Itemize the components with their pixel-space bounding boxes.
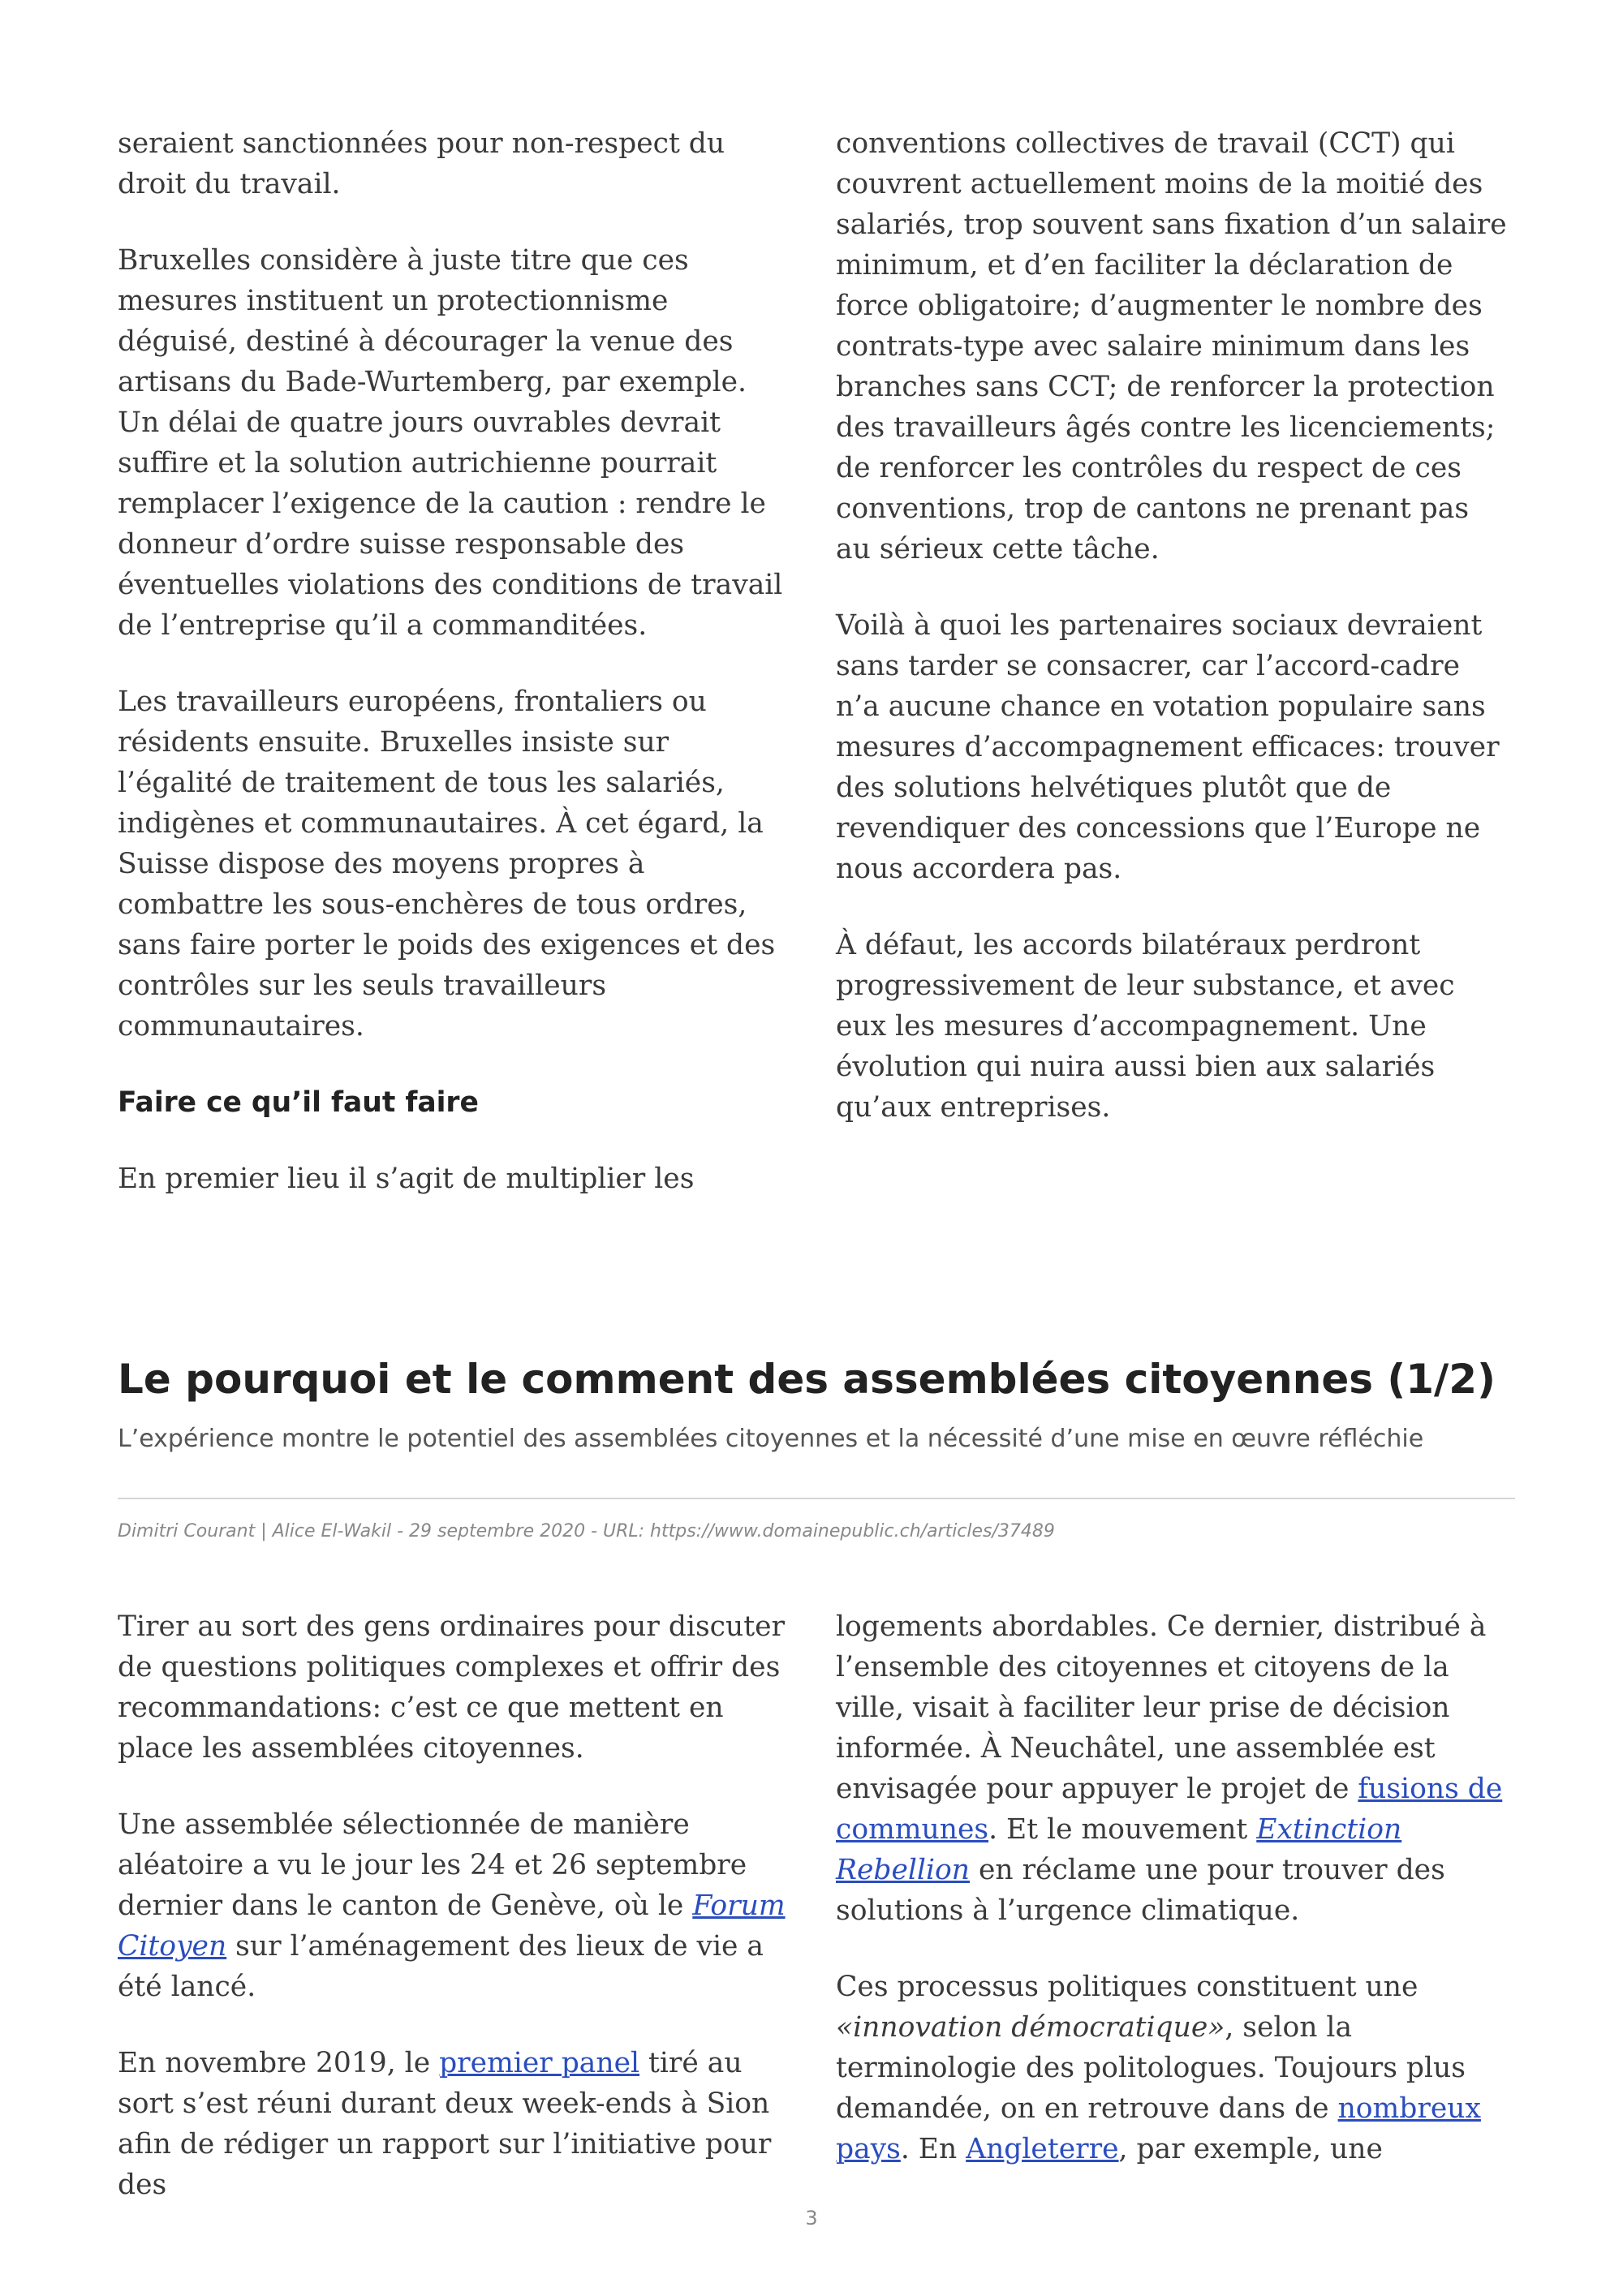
text-span: , par exemple, une bbox=[1118, 2133, 1383, 2165]
paragraph: conventions collectives de travail (CCT) qui couvrent actuellement moins de la moitié des salariés, trop souvent sans fixation d’un salaire minimum, et d’en faciliter la déclaration de force obligatoire; d’augmenter le nombre des contrats-type avec salaire minimum dans les branches sans CCT; de renforcer la protection des travailleurs âgés contre les licenciements; de renforcer les contrôles du respect de ces conventions, trop de cantons ne prenant pas au sérieux cette tâche. bbox=[836, 127, 1507, 565]
article1-column-right bbox=[836, 123, 1509, 1128]
paragraph bbox=[118, 2043, 791, 2205]
paragraph: En premier lieu il s’agit de multiplier les bbox=[118, 1163, 695, 1195]
link-premier-panel[interactable]: premier panel bbox=[439, 2047, 640, 2079]
text-span: sur l’aménagement des lieux de vie a été lancé. bbox=[118, 1930, 764, 2003]
paragraph bbox=[118, 1804, 791, 2007]
article2-column-right bbox=[836, 1606, 1509, 2169]
emphasis: «innovation démocratique» bbox=[836, 2011, 1225, 2044]
paragraph bbox=[836, 1967, 1509, 2169]
link-angleterre[interactable]: Angleterre bbox=[966, 2133, 1119, 2165]
article-subtitle: L’expérience montre le potentiel des assemblées citoyennes et la nécessité d’une mise en œuvre réfléchie bbox=[118, 1425, 1424, 1453]
paragraph: À défaut, les accords bilatéraux perdront progressivement de leur substance, et avec eux les mesures d’accompagnement. Une évolution qui nuira aussi bien aux salariés qu’aux entreprises. bbox=[836, 929, 1455, 1124]
article1-column-left bbox=[118, 123, 791, 1199]
paragraph: Voilà à quoi les partenaires sociaux devraient sans tarder se consacrer, car l’accord-cadre n’a aucune chance en votation populaire sans mesures d’accompagnement efficaces: trouver des solutions helvétiques plutôt que de revendiquer des concessions que l’Europe ne nous accordera pas. bbox=[836, 609, 1500, 885]
text-span: Une assemblée sélectionnée de manière aléatoire a vu le jour les 24 et 26 septembre dernier dans le canton de Genève, où le bbox=[118, 1808, 747, 1922]
divider bbox=[118, 1498, 1515, 1499]
link-forum-citoyen[interactable]: Forum Citoyen bbox=[118, 1890, 786, 1963]
text-span: . Et le mouvement bbox=[988, 1813, 1257, 1846]
link-fusions-de-communes[interactable]: fusions de communes bbox=[836, 1773, 1503, 1846]
article-meta: Dimitri Courant | Alice El-Wakil - 29 septembre 2020 - URL: https://www.domainepublic.ch/articles/37489 bbox=[118, 1521, 1055, 1541]
article-title: Le pourquoi et le comment des assemblées citoyennes (1/2) bbox=[118, 1356, 1496, 1403]
paragraph bbox=[836, 1606, 1509, 1931]
section-heading: Faire ce qu’il faut faire bbox=[118, 1086, 479, 1119]
paragraph: Bruxelles considère à juste titre que ces mesures instituent un protectionnisme déguisé, destiné à décourager la venue des artisans du Bade-Wurtemberg, par exemple. Un délai de quatre jours ouvrables devrait suffire et la solution autrichienne pourrait remplacer l’exigence de la caution : rendre le donneur d’ordre suisse responsable des éventuelles violations des conditions de travail de l’entreprise qu’il a commanditées. bbox=[118, 244, 783, 642]
link-extinction-rebellion[interactable]: Extinction Rebellion bbox=[836, 1813, 1402, 1886]
text-span: . En bbox=[900, 2133, 966, 2165]
paragraph: seraient sanctionnées pour non-respect du droit du travail. bbox=[118, 127, 725, 200]
text-span: , selon la terminologie des politologues. Toujours plus demandée, on en retrouve dans de bbox=[836, 2011, 1466, 2125]
paragraph: Les travailleurs européens, frontaliers ou résidents ensuite. Bruxelles insiste sur l’égalité de traitement de tous les salariés, indigènes et communautaires. À cet égard, la Suisse dispose des moyens propres à combattre les sous-enchères de tous ordres, sans faire porter le poids des exigences et des contrôles sur les seuls travailleurs communautaires. bbox=[118, 686, 776, 1043]
text-span: Ces processus politiques constituent une bbox=[836, 1971, 1419, 2003]
text-span: logements abordables. Ce dernier, distribué à l’ensemble des citoyennes et citoyens de la ville, visait à faciliter leur prise de décision informée. À Neuchâtel, une assemblée est envisagée pour appuyer le projet de bbox=[836, 1610, 1487, 1805]
paragraph: Tirer au sort des gens ordinaires pour discuter de questions politiques complexes et offrir des recommandations: c’est ce que mettent en place les assemblées citoyennes. bbox=[118, 1610, 785, 1765]
article2-column-left bbox=[118, 1606, 791, 2205]
text-span: En novembre 2019, le bbox=[118, 2047, 440, 2079]
text-span: en réclame une pour trouver des solutions à l’urgence climatique. bbox=[836, 1854, 1445, 1927]
page-number: 3 bbox=[805, 2207, 818, 2229]
link-nombreux-pays[interactable]: nombreux pays bbox=[836, 2092, 1481, 2165]
text-span: tiré au sort s’est réuni durant deux week-ends à Sion afin de rédiger un rapport sur l’initiative pour des bbox=[118, 2047, 772, 2201]
